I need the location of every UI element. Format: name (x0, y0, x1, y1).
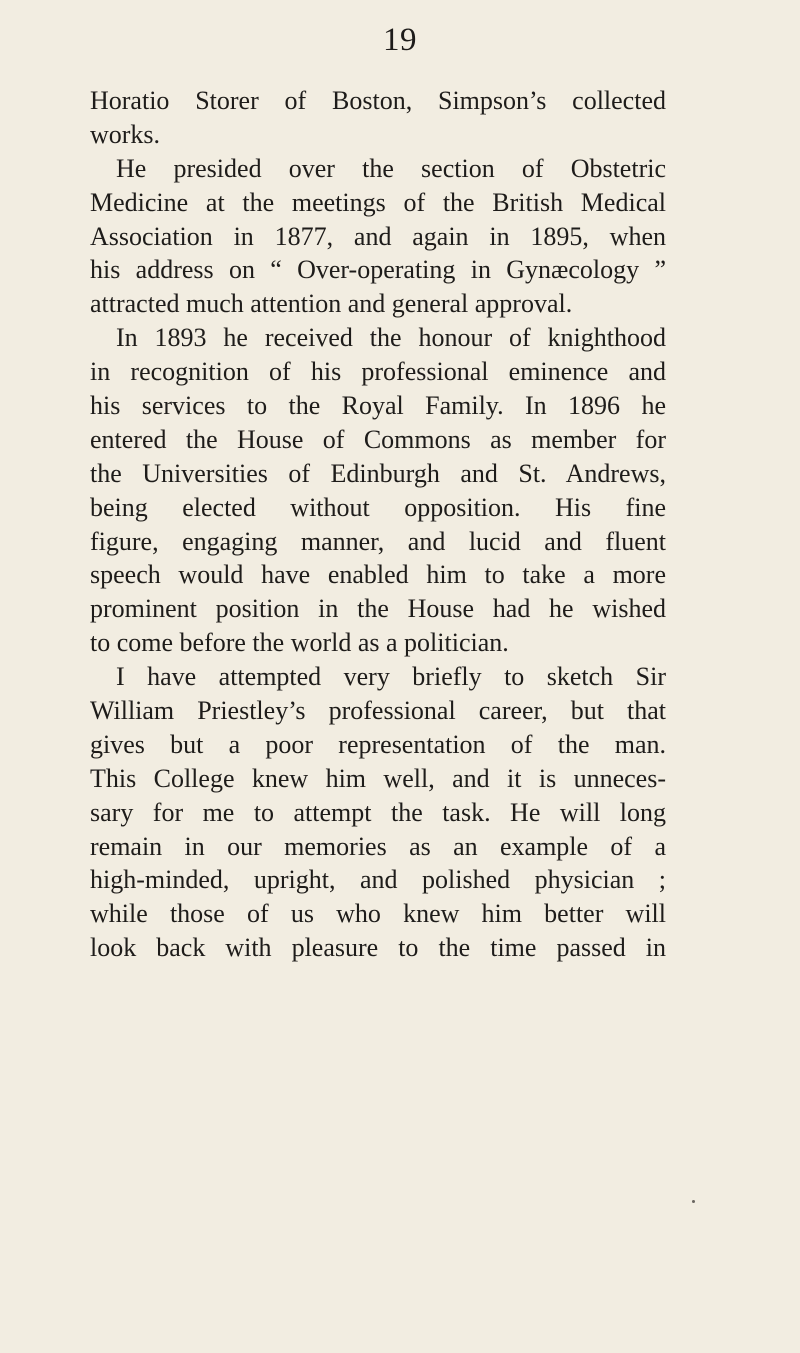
text-line: sary for me to attempt the task. He will long (90, 797, 666, 827)
text-line: in recognition of his professional eminence and (90, 357, 666, 387)
text-line: prominent position in the House had he wished (90, 594, 666, 624)
paragraph-start-line: He presided over the section of Obstetric (116, 153, 666, 183)
text-line: speech would have enabled him to take a more (90, 560, 666, 590)
text-line: entered the House of Commons as member for (90, 424, 666, 454)
page-number: 19 (383, 22, 417, 58)
text-line: figure, engaging manner, and lucid and fluent (90, 526, 666, 556)
text-line: works. (90, 119, 161, 149)
text-line: look back with pleasure to the time passed in (90, 933, 666, 963)
text-line: Medicine at the meetings of the British Medical (90, 187, 666, 217)
text-line: while those of us who knew him better will (90, 899, 666, 929)
text-line: This College knew him well, and it is unneces- (90, 763, 666, 793)
paragraph-start-line: In 1893 he received the honour of knighthood (116, 323, 666, 353)
text-line: William Priestley’s professional career, but that (90, 696, 666, 726)
text-line: gives but a poor representation of the man. (90, 729, 666, 759)
text-line: being elected without opposition. His fine (90, 492, 666, 522)
body-text (90, 84, 666, 965)
text-line: his services to the Royal Family. In 1896 he (90, 391, 666, 421)
text-line: attracted much attention and general approval. (90, 289, 573, 319)
text-line: high-minded, upright, and polished physician ; (90, 865, 666, 895)
text-line: Association in 1877, and again in 1895, when (90, 221, 666, 251)
text-line: Horatio Storer of Boston, Simpson’s collected (90, 86, 666, 115)
text-line: remain in our memories as an example of a (90, 831, 666, 861)
paper-speck (692, 1200, 695, 1203)
text-line: the Universities of Edinburgh and St. Andrews, (90, 458, 666, 488)
text-line: his address on “ Over-operating in Gynæcology ” (90, 255, 666, 285)
text-line: to come before the world as a politician. (90, 628, 509, 658)
paragraph-start-line: I have attempted very briefly to sketch Sir (116, 662, 666, 692)
